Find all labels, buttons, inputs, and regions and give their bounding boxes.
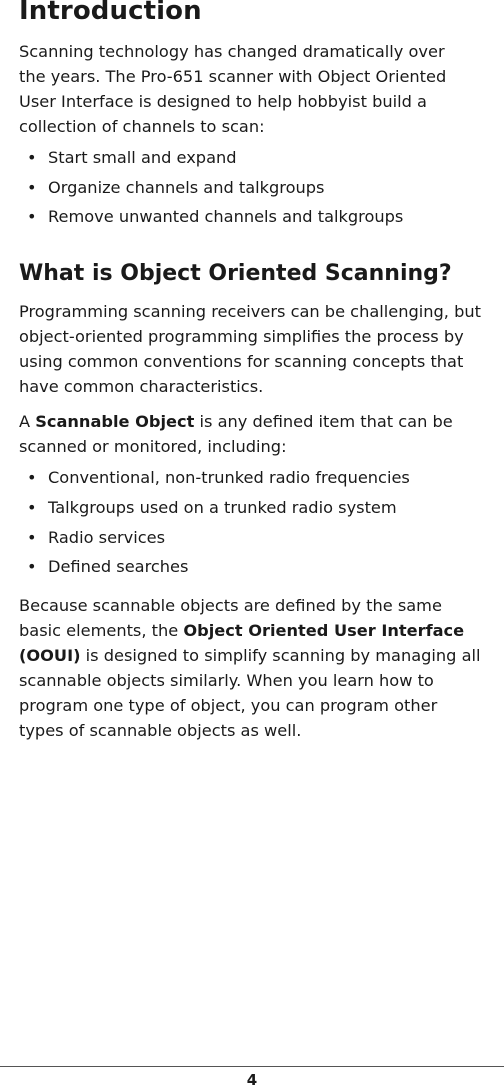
definition-suffix: is any defined item that can be scanned or monitored, including:	[19, 412, 453, 457]
list-item-text: Start small and expand	[48, 148, 237, 167]
document-page	[19, 0, 481, 743]
list-item-text: Remove unwanted channels and talkgroups	[48, 207, 404, 227]
list-item-text: Talkgroups used on a trunked radio system	[48, 497, 397, 517]
list-item-text: Conventional, non-trunked radio frequencies	[48, 468, 410, 488]
section-paragraph: Programming scanning receivers can be challenging, but object-oriented programming simplifies the process by using common conventions for scanning concepts that have common characteristics.	[19, 302, 481, 397]
bullet-icon: •	[27, 497, 37, 517]
definition-prefix: A	[19, 412, 36, 432]
closing-suffix: is designed to simplify scanning by managing all scannable objects similarly. When you learn how to program one type of object, you can program other types of scannable objects as well.	[19, 645, 481, 740]
list-item-text: Defined searches	[48, 557, 189, 577]
bullet-icon: •	[27, 557, 37, 577]
page-number: 4	[246, 1071, 258, 1089]
intro-paragraph: Scanning technology has changed dramatically over the years. The Pro-651 scanner with Object Oriented User Interface is designed to help hobbyist build a collection of channels to scan:	[19, 42, 447, 136]
intro-heading: Introduction	[19, 0, 202, 26]
list-item	[19, 143, 481, 173]
definition-paragraph	[19, 409, 481, 459]
list-item	[19, 552, 481, 582]
list-item	[19, 523, 481, 553]
definition-term: Scannable Object	[35, 412, 195, 432]
list-item	[19, 202, 481, 232]
list-item	[19, 493, 481, 523]
list-item-text: Radio services	[48, 527, 166, 547]
closing-prefix: Because scannable objects are defined by the same basic elements, the	[19, 595, 442, 640]
closing-term: Object Oriented User Interface (OOUI)	[19, 620, 465, 665]
list-item	[19, 173, 481, 203]
bullet-icon: •	[27, 527, 37, 547]
footer-divider	[0, 1066, 504, 1067]
bullet-icon: •	[27, 468, 37, 488]
closing-paragraph	[19, 593, 481, 743]
bullet-icon: •	[27, 148, 37, 167]
object-bullet-list	[19, 463, 481, 582]
intro-bullet-list	[19, 143, 481, 232]
bullet-icon: •	[27, 207, 37, 227]
section-heading: What is Object Oriented Scanning?	[19, 261, 452, 287]
list-item	[19, 463, 481, 493]
list-item-text: Organize channels and talkgroups	[48, 177, 325, 197]
bullet-icon: •	[27, 177, 37, 197]
